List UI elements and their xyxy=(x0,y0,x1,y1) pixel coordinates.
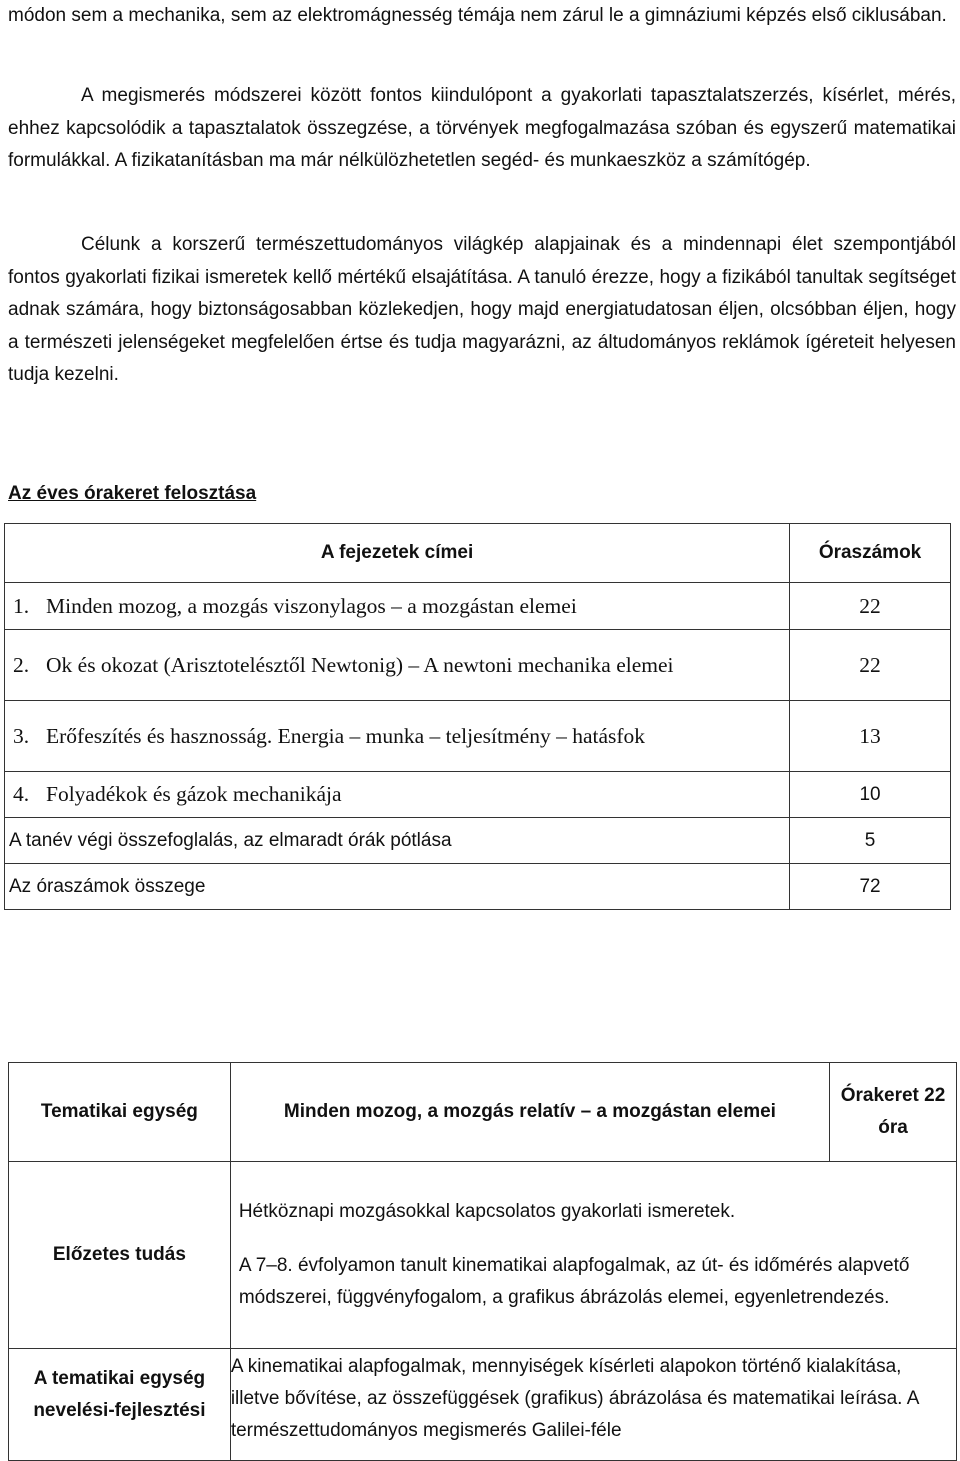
chapter-title: Folyadékok és gázok mechanikája xyxy=(46,782,342,806)
chapter-number: 1. xyxy=(13,593,30,618)
goals-text: A kinematikai alapfogalmak, mennyiségek kísérleti alapokon történő kialakítása, illetve bővítése, az összefüggések (grafikus) ábrázolása és matematikai leírása. A természettudományos megismerés Galilei-féle xyxy=(230,1349,956,1461)
table-row xyxy=(5,630,951,701)
intro-paragraph-continued: módon sem a mechanika, sem az elektromágnesség témája nem zárul le a gimnáziumi képzés első ciklusában. xyxy=(8,5,947,26)
chapter-cell xyxy=(5,583,790,630)
total-label: Az óraszámok összege xyxy=(5,864,790,910)
chapter-title: Erőfeszítés és hasznosság. Energia – munka – teljesítmény – hatásfok xyxy=(46,723,646,748)
hours-cell: 10 xyxy=(790,772,951,818)
prior-knowledge-cell xyxy=(230,1162,956,1349)
hours-cell: 13 xyxy=(790,701,951,772)
total-hours: 72 xyxy=(790,864,951,910)
chapter-number: 2. xyxy=(13,652,30,677)
chapter-header: A fejezetek címei xyxy=(5,524,790,583)
methods-paragraph: A megismerés módszerei között fontos kiindulópont a gyakorlati tapasztalatszerzés, kísérlet, mérés, ehhez kapcsolódik a tapasztalatok összegzése, a törvények megfogalmazása szóban és egyszerű matematikai formulákkal. A fizikatanításban ma már nélkülözhetetlen segéd- és munkaeszköz a számítógép. xyxy=(8,85,956,172)
prior-knowledge-row xyxy=(9,1162,957,1349)
hours-header: Óraszámok xyxy=(790,524,951,583)
hours-cell: 22 xyxy=(790,630,951,701)
total-row xyxy=(5,864,951,910)
review-label: A tanév végi összefoglalás, az elmaradt órák pótlása xyxy=(5,818,790,864)
table-row xyxy=(5,818,951,864)
goals-label: A tematikai egység nevelési-fejlesztési xyxy=(9,1349,231,1461)
table-header-row xyxy=(5,524,951,583)
theme-title: Minden mozog, a mozgás relatív – a mozgástan elemei xyxy=(230,1063,829,1162)
section-title: Az éves órakeret felosztása xyxy=(8,483,257,504)
prior-knowledge-text-1: Hétköznapi mozgásokkal kapcsolatos gyakorlati ismeretek. xyxy=(238,1201,736,1222)
prior-knowledge-text-2: A 7–8. évfolyamon tanult kinematikai alapfogalmak, az út- és időmérés alapvető módszerei, függvényfogalom, a grafikus ábrázolás elemei, egyenletrendezés. xyxy=(238,1255,910,1308)
theme-row xyxy=(9,1063,957,1162)
chapter-number: 3. xyxy=(13,723,30,748)
chapter-title: Minden mozog, a mozgás viszonylagos – a mozgástan elemei xyxy=(46,593,577,618)
annual-hours-table xyxy=(4,523,951,910)
chapter-cell xyxy=(5,772,790,818)
table-row xyxy=(5,701,951,772)
table-row xyxy=(5,583,951,630)
hours-cell: 22 xyxy=(790,583,951,630)
chapter-number: 4. xyxy=(13,782,30,806)
hours-budget: Órakeret 22 óra xyxy=(830,1063,957,1162)
prior-knowledge-label: Előzetes tudás xyxy=(9,1162,231,1349)
goals-paragraph: Célunk a korszerű természettudományos világkép alapjainak és a mindennapi élet szempontjából fontos gyakorlati fizikai ismeretek kellő mértékű elsajátítása. A tanuló érezze, hogy a fizikából tanultak segítséget adnak számára, hogy biztonságosabban közlekedjen, hogy majd energiatudatosan éljen, olcsóbban éljen, hogy a természeti jelenségeket megfelelően értse és tudja magyarázni, az áltudományos reklámok ígéreteit helyesen tudja kezelni. xyxy=(8,234,956,386)
table-row xyxy=(5,772,951,818)
chapter-cell xyxy=(5,630,790,701)
goals-row xyxy=(9,1349,957,1461)
chapter-title: Ok és okozat (Arisztotelésztől Newtonig) – A newtoni mechanika elemei xyxy=(46,652,674,677)
review-hours: 5 xyxy=(790,818,951,864)
thematic-unit-table xyxy=(8,1062,957,1461)
chapter-cell xyxy=(5,701,790,772)
theme-label: Tematikai egység xyxy=(9,1063,231,1162)
